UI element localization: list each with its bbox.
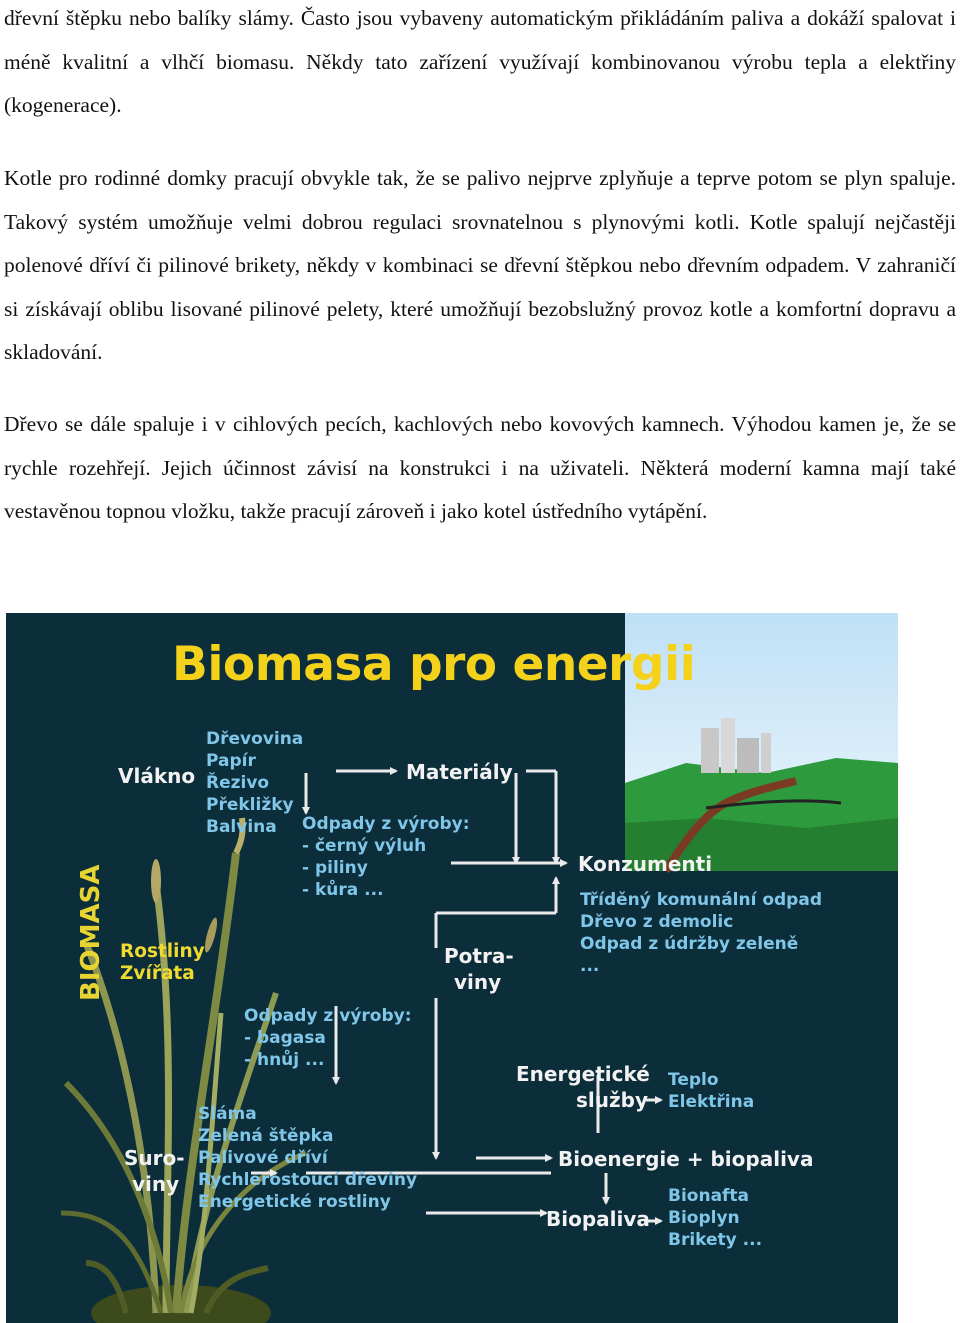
teplo-elektrina: [668, 1069, 754, 1113]
odpady-vyroba-2: [244, 1005, 412, 1071]
vlakno-items: [206, 728, 303, 838]
konzumenti-items: [580, 889, 822, 977]
list-item: Tříděný komunální odpad: [580, 890, 822, 910]
list-item: - bagasa: [244, 1028, 326, 1048]
list-item: služby: [576, 1088, 648, 1112]
list-item: Bionafta: [668, 1186, 750, 1206]
label-konzumenti: Konzumenti: [578, 852, 713, 876]
list-item: Brikety ...: [668, 1230, 763, 1250]
label-biopaliva: Biopaliva: [546, 1207, 650, 1231]
list-item: Řezivo: [206, 773, 270, 793]
biomasa-side-label: BIOMASA: [76, 864, 106, 1001]
figure-title: Biomasa pro energii: [172, 637, 696, 692]
list-item: viny: [454, 970, 502, 994]
rostliny-zvirata: [120, 941, 205, 985]
list-item: viny: [132, 1172, 180, 1196]
list-item: - piliny: [302, 858, 368, 878]
list-item: Odpady z výroby:: [244, 1006, 412, 1026]
list-item: Dřevo z demolic: [580, 912, 734, 932]
paragraph-2: Kotle pro rodinné domky pracují obvykle tak, že se palivo nejprve zplyňuje a teprve potom se plyn spaluje. Takový systém umožňuje velmi dobrou regulaci srovnatelnou s plynovými kotli. Kotle spalují nejčastěji polenové dříví či pilinové brikety, někdy v kombinaci se dřevní štěpkou nebo dřevním odpadem. V zahraničí si získávají oblibu lisované pilinové pelety, které umožňují bezobslužný provoz kotle a komfortní dopravu a skladování.: [4, 166, 956, 364]
list-item: Elektřina: [668, 1092, 755, 1112]
list-item: Teplo: [668, 1070, 719, 1090]
list-item: - černý výluh: [302, 836, 427, 856]
paragraph-3: Dřevo se dále spaluje i v cihlových pecích, kachlových nebo kovových kamnech. Výhodou kamen je, že se rychle rozehřejí. Jejich účinnost závisí na konstrukci i na uživateli. Některá moderní kamna mají také vestavěnou topnou vložku, takže pracují zároveň i jako kotel ústředního vytápění.: [4, 412, 956, 523]
label-potraviny: [444, 943, 514, 995]
list-item: Sláma: [198, 1104, 257, 1124]
list-item: Energetické rostliny: [198, 1192, 391, 1212]
list-item: - kůra ...: [302, 880, 384, 900]
suroviny-items: [198, 1103, 417, 1213]
biopaliva-items: [668, 1185, 762, 1251]
odpady-vyroba-1: [302, 813, 470, 901]
list-item: Energetické: [516, 1062, 650, 1086]
list-item: Papír: [206, 751, 256, 771]
list-item: Rychlerostoucí dřeviny: [198, 1170, 418, 1190]
label-vlakno: Vlákno: [118, 764, 196, 788]
list-item: ...: [580, 956, 600, 976]
list-item: Překližky: [206, 795, 294, 815]
label-suroviny: [124, 1145, 185, 1197]
list-item: Suro-: [124, 1146, 185, 1170]
label-materialy: Materiály: [406, 760, 513, 784]
paragraph-1: dřevní štěpku nebo balíky slámy. Často jsou vybaveny automatickým přikládáním paliva a dokáží spalovat i méně kvalitní a vlhčí biomasu. Někdy tato zařízení využívají kombinovanou výrobu tepla a elektřiny (kogenerace).: [4, 6, 956, 117]
list-item: Palivové dříví: [198, 1148, 328, 1168]
list-item: Zvířata: [120, 963, 195, 984]
list-item: Dřevovina: [206, 729, 304, 749]
list-item: Odpady z výroby:: [302, 814, 470, 834]
list-item: Rostliny: [120, 941, 205, 962]
list-item: Odpad z údržby zeleně: [580, 934, 799, 954]
list-item: Bioplyn: [668, 1208, 740, 1228]
list-item: Potra-: [444, 944, 514, 968]
biomass-energy-figure: [6, 613, 898, 1323]
list-item: Balvina: [206, 817, 277, 837]
list-item: - hnůj ...: [244, 1050, 325, 1070]
label-bioenergie: Bioenergie + biopaliva: [558, 1147, 814, 1171]
label-energeticke-sluzby: [516, 1061, 648, 1113]
list-item: Zelená štěpka: [198, 1126, 334, 1146]
